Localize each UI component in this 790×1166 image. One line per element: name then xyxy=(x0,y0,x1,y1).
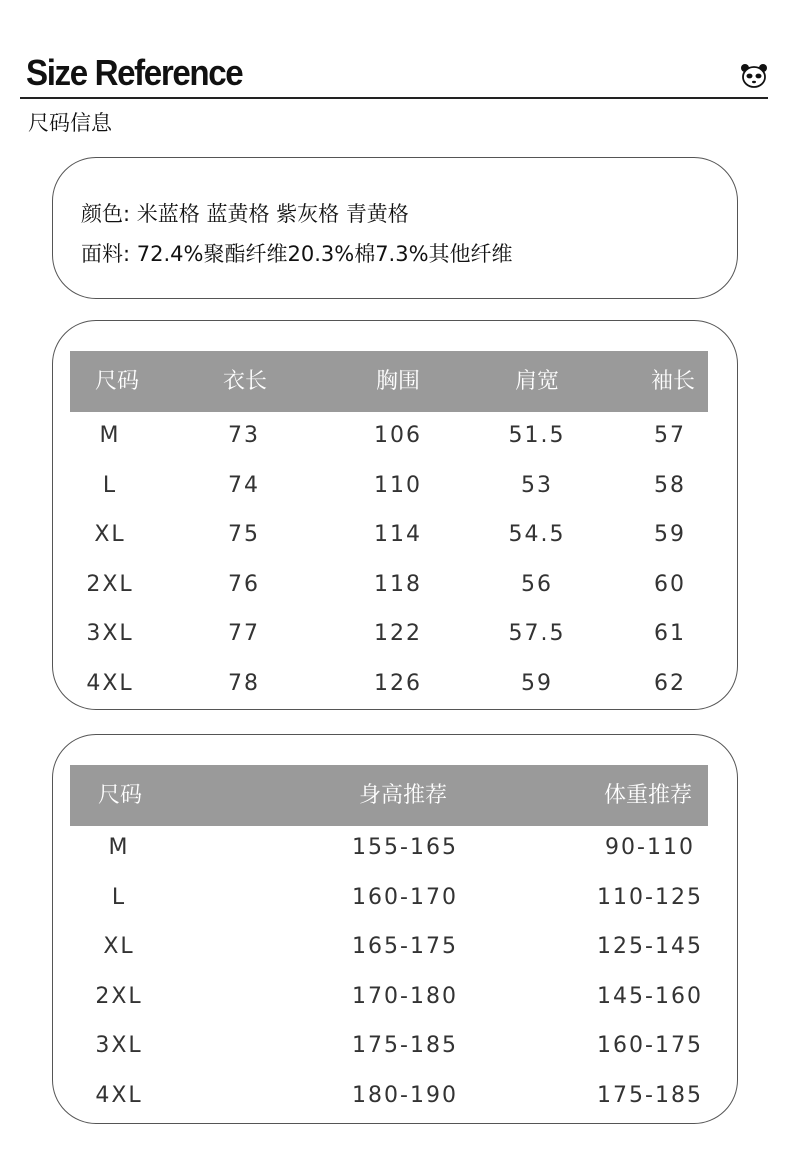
table-cell: 126 xyxy=(374,670,422,696)
table-cell: 73 xyxy=(228,423,260,448)
table-cell: 51.5 xyxy=(508,423,566,448)
recommendation-table-header xyxy=(70,765,708,826)
header-cell: 身高推荐 xyxy=(358,783,448,808)
table-cell: 75 xyxy=(228,522,260,547)
table-cell: 74 xyxy=(228,472,260,498)
table-cell: 76 xyxy=(228,571,260,597)
measurement-table-card xyxy=(52,320,738,710)
header-cell: 体重推荐 xyxy=(603,783,693,808)
table-cell: XL xyxy=(103,934,135,959)
fabric-label: 面料: xyxy=(81,242,131,266)
table-cell: 57.5 xyxy=(508,621,566,646)
recommendation-table-card xyxy=(52,734,738,1124)
table-cell: 57 xyxy=(654,423,686,448)
header-cell: 胸围 xyxy=(375,369,421,394)
table-cell: XL xyxy=(94,522,126,547)
table-cell: L xyxy=(102,472,118,498)
table-cell: 180-190 xyxy=(352,1082,458,1108)
table-cell: 155-165 xyxy=(352,835,458,860)
color-info xyxy=(81,198,409,228)
table-cell: 170-180 xyxy=(352,983,458,1009)
table-cell: 61 xyxy=(654,621,686,646)
table-cell: 60 xyxy=(654,571,686,597)
table-cell: 58 xyxy=(654,472,686,498)
table-cell: 78 xyxy=(228,670,260,696)
page-title: Size Reference xyxy=(26,52,243,93)
color-label: 颜色: xyxy=(81,202,131,226)
table-cell: 53 xyxy=(521,472,553,498)
page-subtitle: 尺码信息 xyxy=(28,111,112,135)
fabric-info xyxy=(81,238,513,268)
table-cell: 110 xyxy=(374,472,422,498)
table-cell: M xyxy=(108,835,130,860)
table-cell: 110-125 xyxy=(597,884,703,910)
header-cell: 尺码 xyxy=(97,783,143,808)
table-cell: 4XL xyxy=(86,670,134,696)
table-cell: 90-110 xyxy=(605,835,695,860)
table-cell: 106 xyxy=(374,423,422,448)
measurement-table-header xyxy=(70,351,708,412)
table-cell: 59 xyxy=(654,522,686,547)
product-info-card xyxy=(52,157,738,299)
table-cell: 145-160 xyxy=(597,983,703,1009)
header-cell: 肩宽 xyxy=(514,369,560,394)
table-cell: 62 xyxy=(654,670,686,696)
table-cell: 125-145 xyxy=(597,934,703,959)
header-cell: 袖长 xyxy=(650,369,696,394)
table-cell: 175-185 xyxy=(352,1033,458,1058)
table-cell: 54.5 xyxy=(508,522,566,547)
table-cell: L xyxy=(111,884,127,910)
table-cell: 160-175 xyxy=(597,1033,703,1058)
table-cell: 56 xyxy=(521,571,553,597)
table-cell: M xyxy=(99,423,121,448)
table-cell: 2XL xyxy=(95,983,143,1009)
table-cell: 160-170 xyxy=(352,884,458,910)
table-cell: 3XL xyxy=(86,621,134,646)
panda-icon xyxy=(740,63,768,89)
table-cell: 2XL xyxy=(86,571,134,597)
header-divider xyxy=(20,97,768,99)
table-cell: 122 xyxy=(374,621,422,646)
table-cell: 59 xyxy=(521,670,553,696)
table-cell: 3XL xyxy=(95,1033,143,1058)
table-cell: 4XL xyxy=(95,1082,143,1108)
table-cell: 77 xyxy=(228,621,260,646)
table-cell: 165-175 xyxy=(352,934,458,959)
header-cell: 尺码 xyxy=(94,369,140,394)
header-cell: 衣长 xyxy=(222,369,268,394)
fabric-values: 72.4%聚酯纤维20.3%棉7.3%其他纤维 xyxy=(136,242,513,266)
table-cell: 175-185 xyxy=(597,1082,703,1108)
table-cell: 114 xyxy=(374,522,422,547)
color-values: 米蓝格 蓝黄格 紫灰格 青黄格 xyxy=(136,202,409,226)
table-cell: 118 xyxy=(374,571,422,597)
